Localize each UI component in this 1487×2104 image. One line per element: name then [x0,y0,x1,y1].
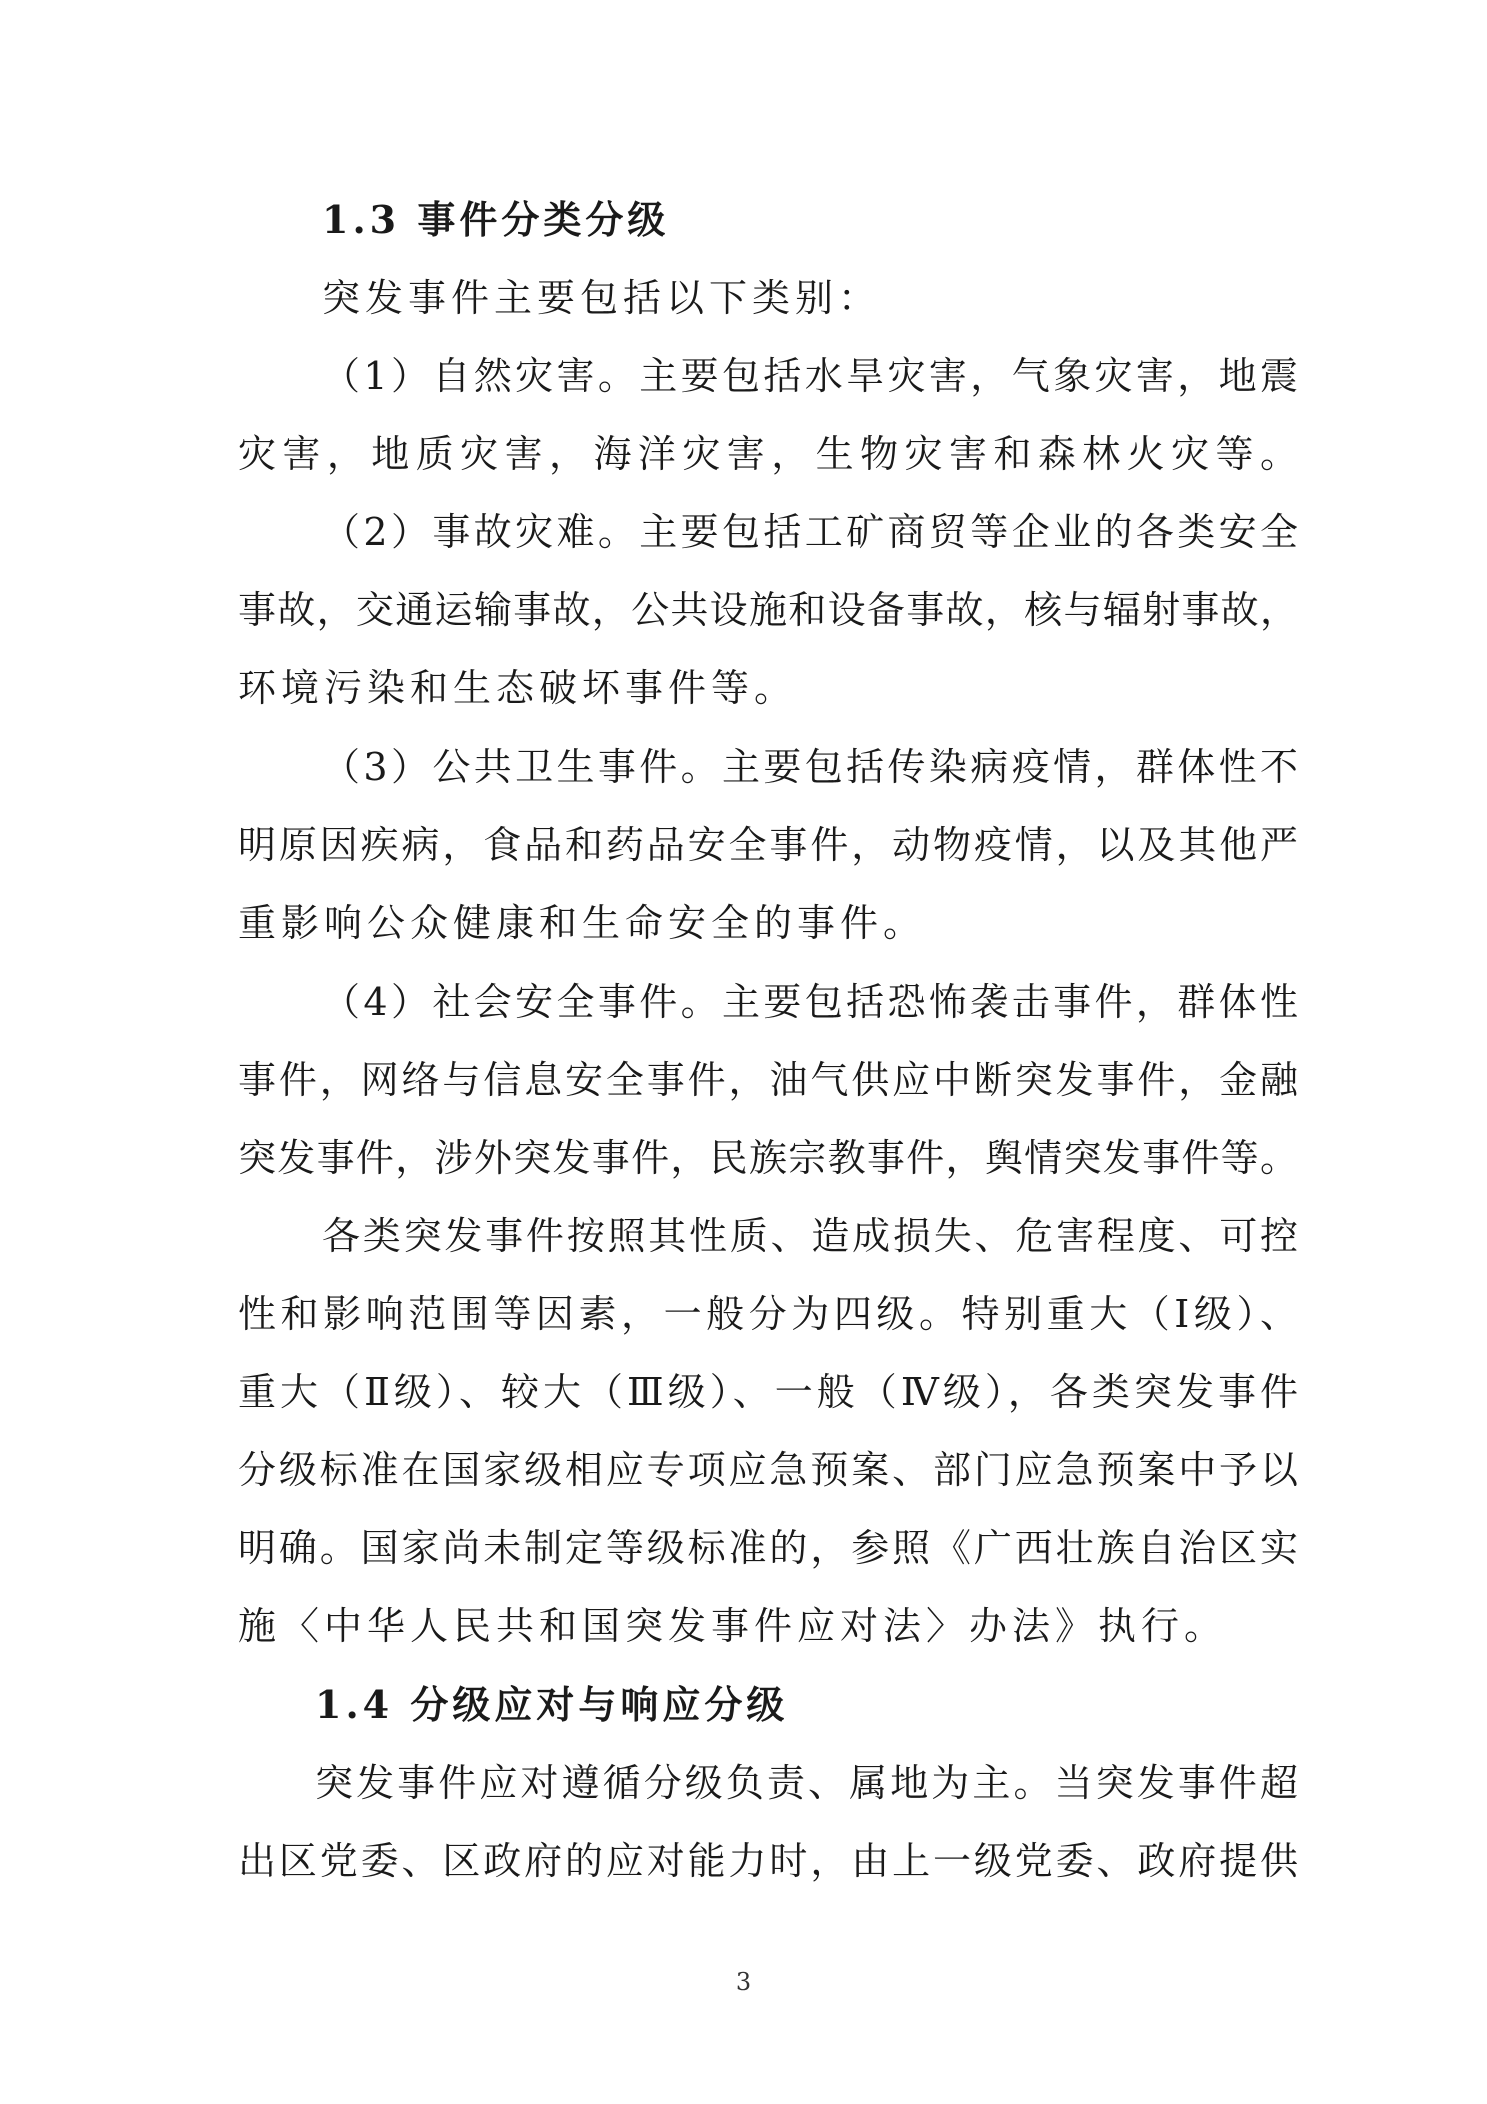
section-heading-1-4: 1.4 分级应对与响应分级 [315,1682,789,1727]
paragraph-line: （4）社会安全事件。主要包括恐怖袭击事件，群体性 [322,980,1298,1024]
paragraph-line: 施〈中华人民共和国突发事件应对法〉办法》执行。 [238,1604,1228,1648]
paragraph-line: （1）自然灾害。主要包括水旱灾害，气象灾害，地震 [322,354,1298,398]
paragraph-line: 出区党委、区政府的应对能力时，由上一级党委、政府提供 [238,1839,1298,1883]
paragraph-line: 重大（Ⅱ级）、较大（Ⅲ级）、一般（Ⅳ级），各类突发事件 [238,1370,1298,1414]
paragraph-line: 重影响公众健康和生命安全的事件。 [238,901,927,945]
paragraph-line: 性和影响范围等因素，一般分为四级。特别重大（Ⅰ级）、 [238,1292,1298,1336]
section-heading-1-3: 1.3 事件分类分级 [322,197,670,242]
paragraph-line: （2）事故灾难。主要包括工矿商贸等企业的各类安全 [322,510,1298,554]
paragraph-line: 事件，网络与信息安全事件，油气供应中断突发事件，金融 [238,1058,1298,1102]
paragraph-line: 突发事件主要包括以下类别： [322,276,882,320]
paragraph-line: （3）公共卫生事件。主要包括传染病疫情，群体性不 [322,745,1298,789]
paragraph-line: 明确。国家尚未制定等级标准的，参照《广西壮族自治区实 [238,1526,1298,1570]
paragraph-line: 明原因疾病，食品和药品安全事件，动物疫情，以及其他严 [238,823,1298,867]
paragraph-line: 突发事件，涉外突发事件，民族宗教事件，舆情突发事件等。 [238,1136,1298,1180]
paragraph-line: 分级标准在国家级相应专项应急预案、部门应急预案中予以 [238,1448,1298,1492]
paragraph-line: 灾害，地质灾害，海洋灾害，生物灾害和森林火灾等。 [238,432,1298,476]
paragraph-line: 事故，交通运输事故，公共设施和设备事故，核与辐射事故， [238,588,1298,632]
paragraph-line: 环境污染和生态破坏事件等。 [238,666,798,710]
paragraph-line: 突发事件应对遵循分级负责、属地为主。当突发事件超 [315,1761,1298,1805]
page-number: 3 [735,1968,752,1996]
paragraph-line: 各类突发事件按照其性质、造成损失、危害程度、可控 [322,1214,1298,1258]
